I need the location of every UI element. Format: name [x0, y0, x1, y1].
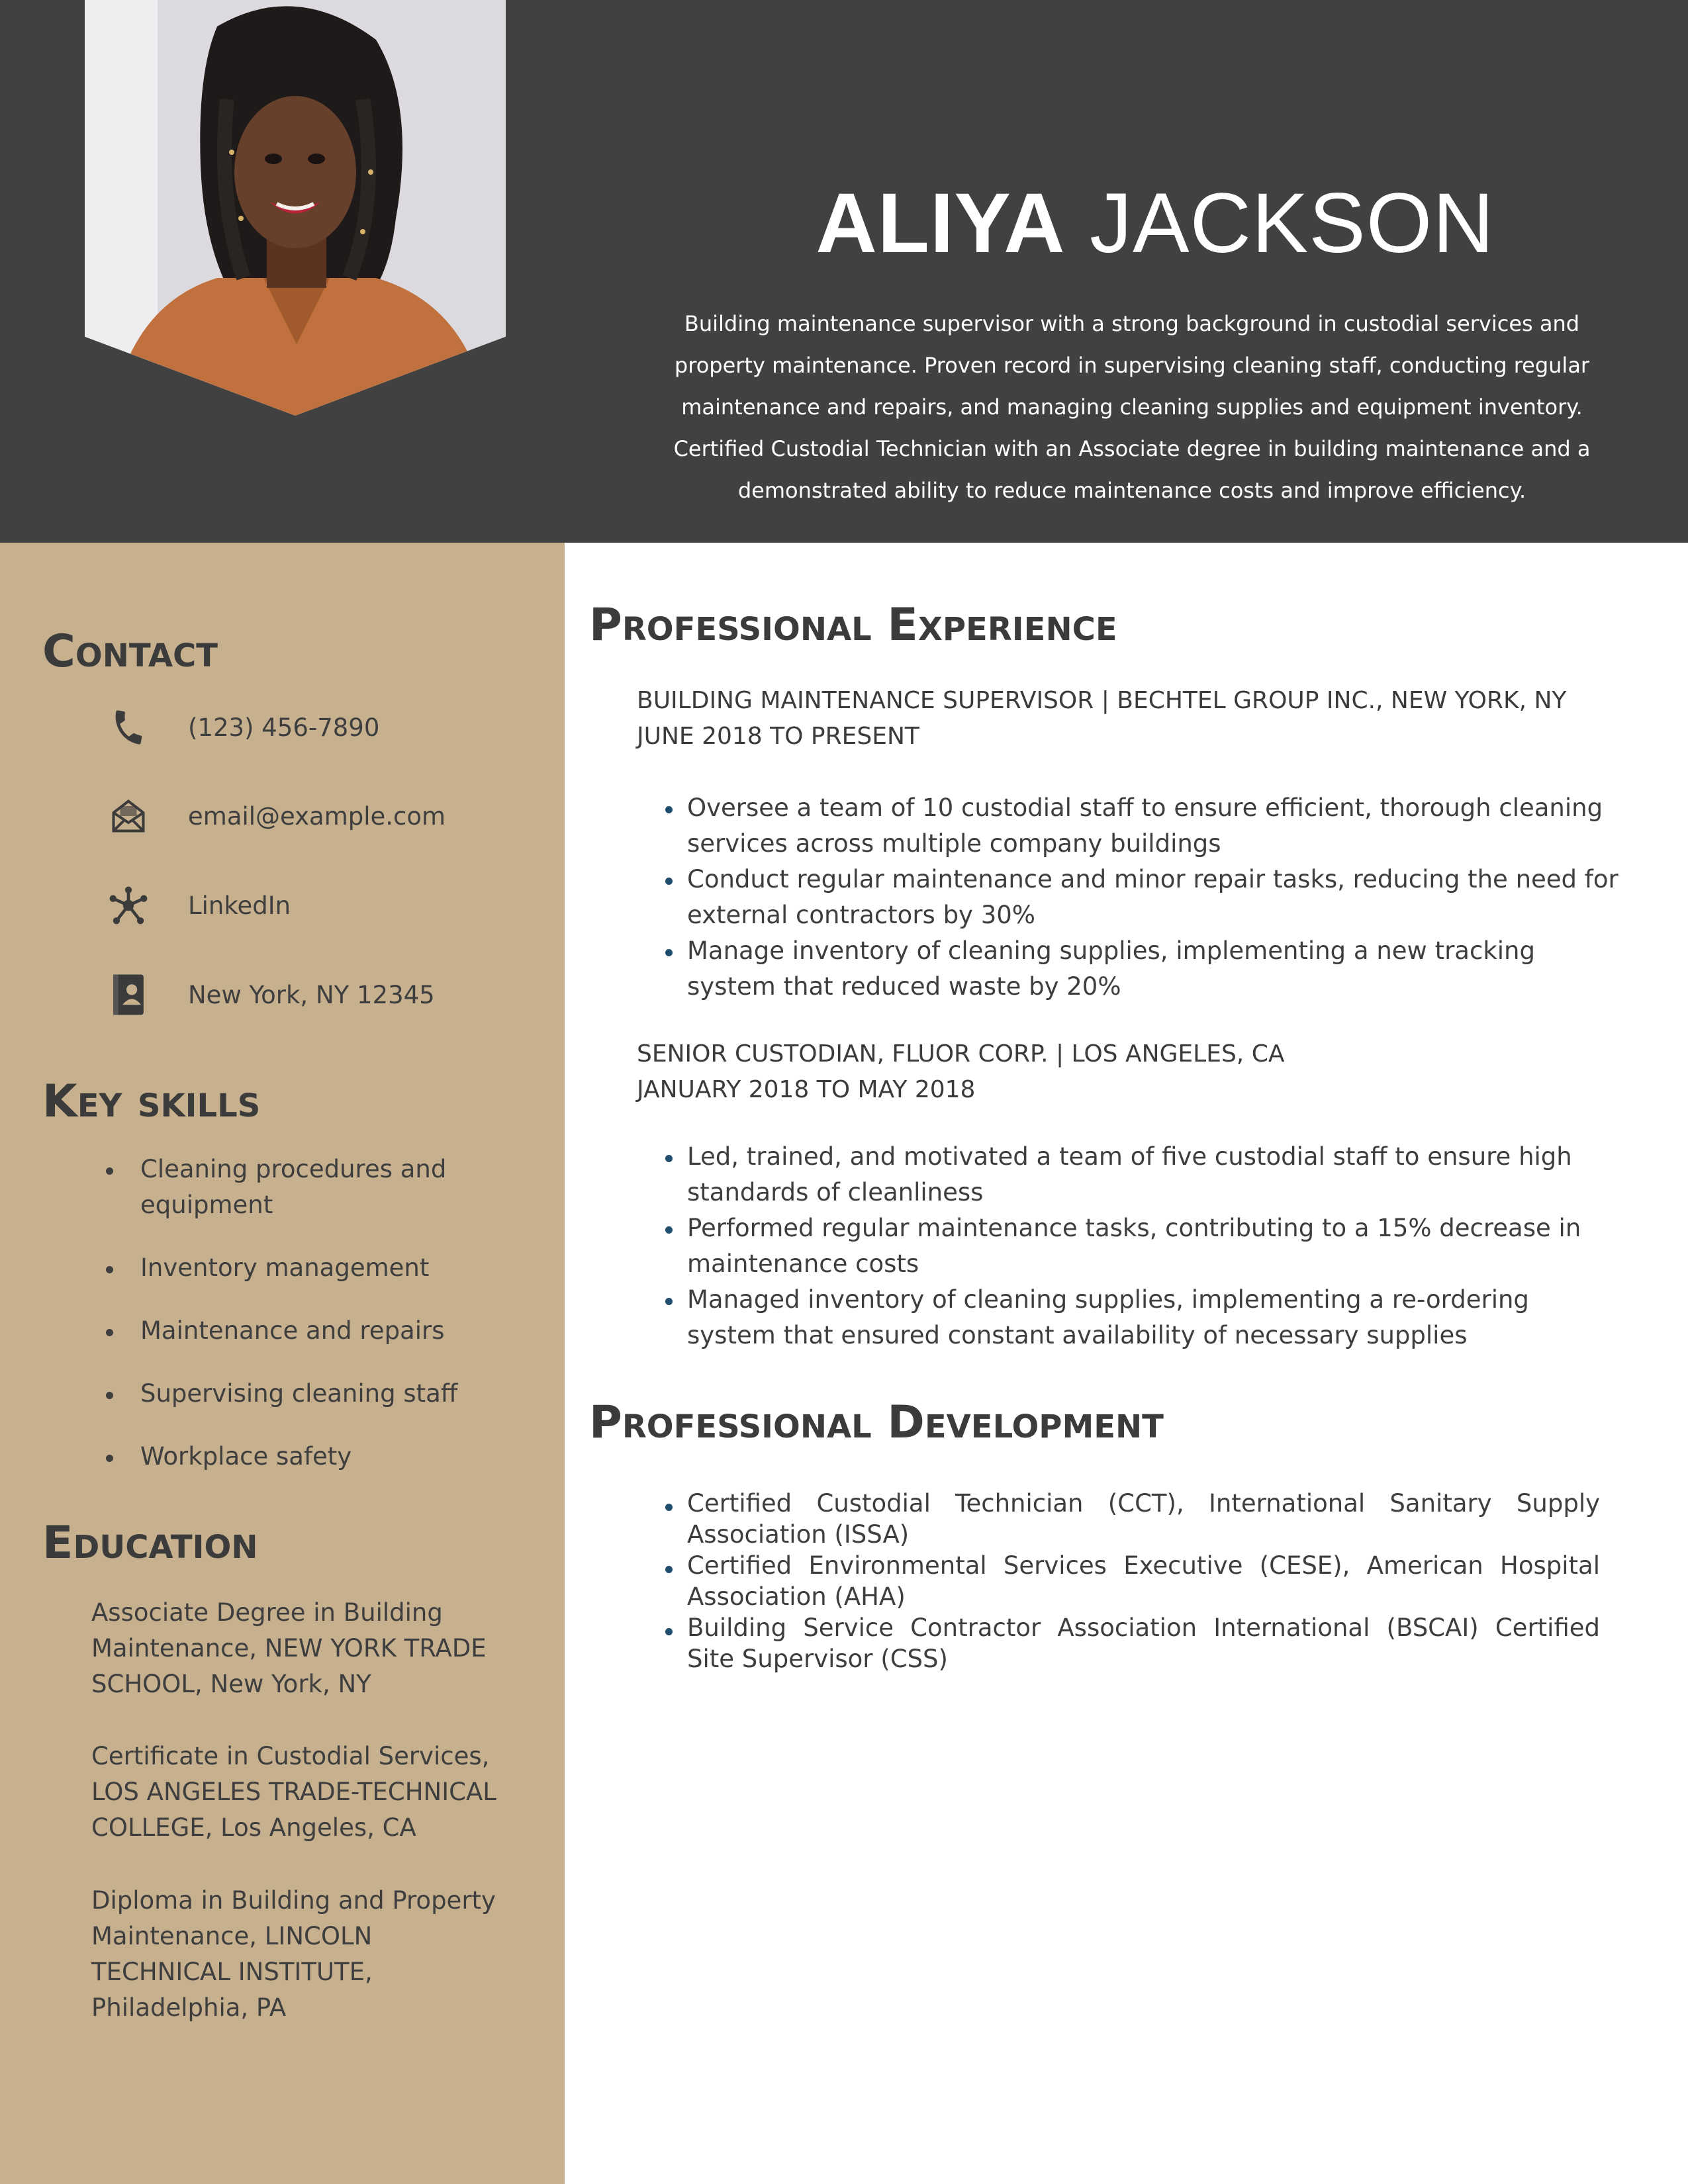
job-bullet: Manage inventory of cleaning supplies, implementing a new tracking system that reduced waste by 20% — [637, 933, 1623, 1005]
contact-email-row — [106, 793, 530, 839]
job-bullet: Performed regular maintenance tasks, contributing to a 15% decrease in maintenance costs — [637, 1210, 1623, 1282]
address-text: New York, NY 12345 — [188, 980, 435, 1009]
job-bullet-list — [637, 1139, 1623, 1353]
job-bullet-list — [637, 790, 1623, 1005]
contact-address-row — [106, 972, 530, 1018]
phone-icon — [106, 705, 151, 750]
skill-item: Workplace safety — [99, 1439, 523, 1475]
skill-item: Inventory management — [99, 1250, 523, 1286]
contact-heading: Contact — [42, 625, 218, 678]
contact-linkedin-row — [106, 882, 530, 929]
linkedin-link[interactable]: LinkedIn — [188, 891, 291, 920]
skill-item: Maintenance and repairs — [99, 1313, 523, 1349]
education-item: Associate Degree in Building Maintenance, NEW YORK TRADE SCHOOL, New York, NY — [91, 1598, 487, 1698]
certification-item: Certified Environmental Services Executive (CESE), American Hospital Association (AHA) — [637, 1550, 1600, 1612]
skill-item: Cleaning procedures and equipment — [99, 1152, 523, 1223]
last-name: JACKSON — [1090, 176, 1495, 271]
education-heading: Education — [42, 1517, 258, 1569]
email-text[interactable]: email@example.com — [188, 801, 446, 831]
job-title: SENIOR CUSTODIAN, FLUOR CORP. | LOS ANGELES, CA — [637, 1040, 1285, 1068]
skill-item: Supervising cleaning staff — [99, 1376, 523, 1412]
development-list — [637, 1488, 1600, 1674]
job-title: BUILDING MAINTENANCE SUPERVISOR | BECHTEL GROUP INC., NEW YORK, NY — [637, 687, 1567, 714]
candidate-name — [616, 177, 1688, 270]
address-book-icon — [106, 972, 151, 1017]
experience-heading: Professional Experience — [589, 599, 1117, 651]
job-dates: JUNE 2018 TO PRESENT — [637, 723, 919, 750]
certification-item: Building Service Contractor Association International (BSCAI) Certified Site Supervisor (CSS) — [637, 1612, 1600, 1674]
portrait-illustration — [85, 0, 506, 416]
phone-text[interactable]: (123) 456-7890 — [188, 713, 380, 742]
job-bullet: Oversee a team of 10 custodial staff to ensure efficient, thorough cleaning services across multiple company buildings — [637, 790, 1623, 862]
job-bullet: Managed inventory of cleaning supplies, implementing a re-ordering system that ensured constant availability of necessary supplies — [637, 1282, 1623, 1353]
network-icon — [106, 883, 151, 928]
education-item: Certificate in Custodial Services, LOS ANGELES TRADE-TECHNICAL COLLEGE, Los Angeles, CA — [91, 1742, 496, 1842]
summary-text: Building maintenance supervisor with a strong background in custodial services and property maintenance. Proven record in supervising cleaning staff, conducting regular maintenance and repairs, and managing cleaning supplies and equipment inventory. Certified Custodial Technician with an Associate degree in building maintenance and a demonstrated ability to reduce maintenance costs and improve efficiency. — [673, 311, 1591, 503]
job-bullet: Led, trained, and motivated a team of five custodial staff to ensure high standards of cleanliness — [637, 1139, 1623, 1210]
header-banner — [0, 0, 1688, 543]
skills-heading: Key skills — [42, 1075, 261, 1128]
first-name: ALIYA — [816, 176, 1066, 271]
certification-item: Certified Custodial Technician (CCT), International Sanitary Supply Association (ISSA) — [637, 1488, 1600, 1550]
development-heading: Professional Development — [589, 1396, 1164, 1449]
profile-photo — [85, 0, 506, 416]
job-bullet: Conduct regular maintenance and minor repair tasks, reducing the need for external contractors by 30% — [637, 862, 1623, 933]
skills-list — [99, 1152, 523, 1502]
job-dates: JANUARY 2018 TO MAY 2018 — [637, 1076, 976, 1103]
contact-phone-row — [106, 704, 530, 751]
envelope-icon — [106, 794, 151, 839]
education-item: Diploma in Building and Property Maintenance, LINCOLN TECHNICAL INSTITUTE, Philadelphia, PA — [91, 1886, 496, 2022]
